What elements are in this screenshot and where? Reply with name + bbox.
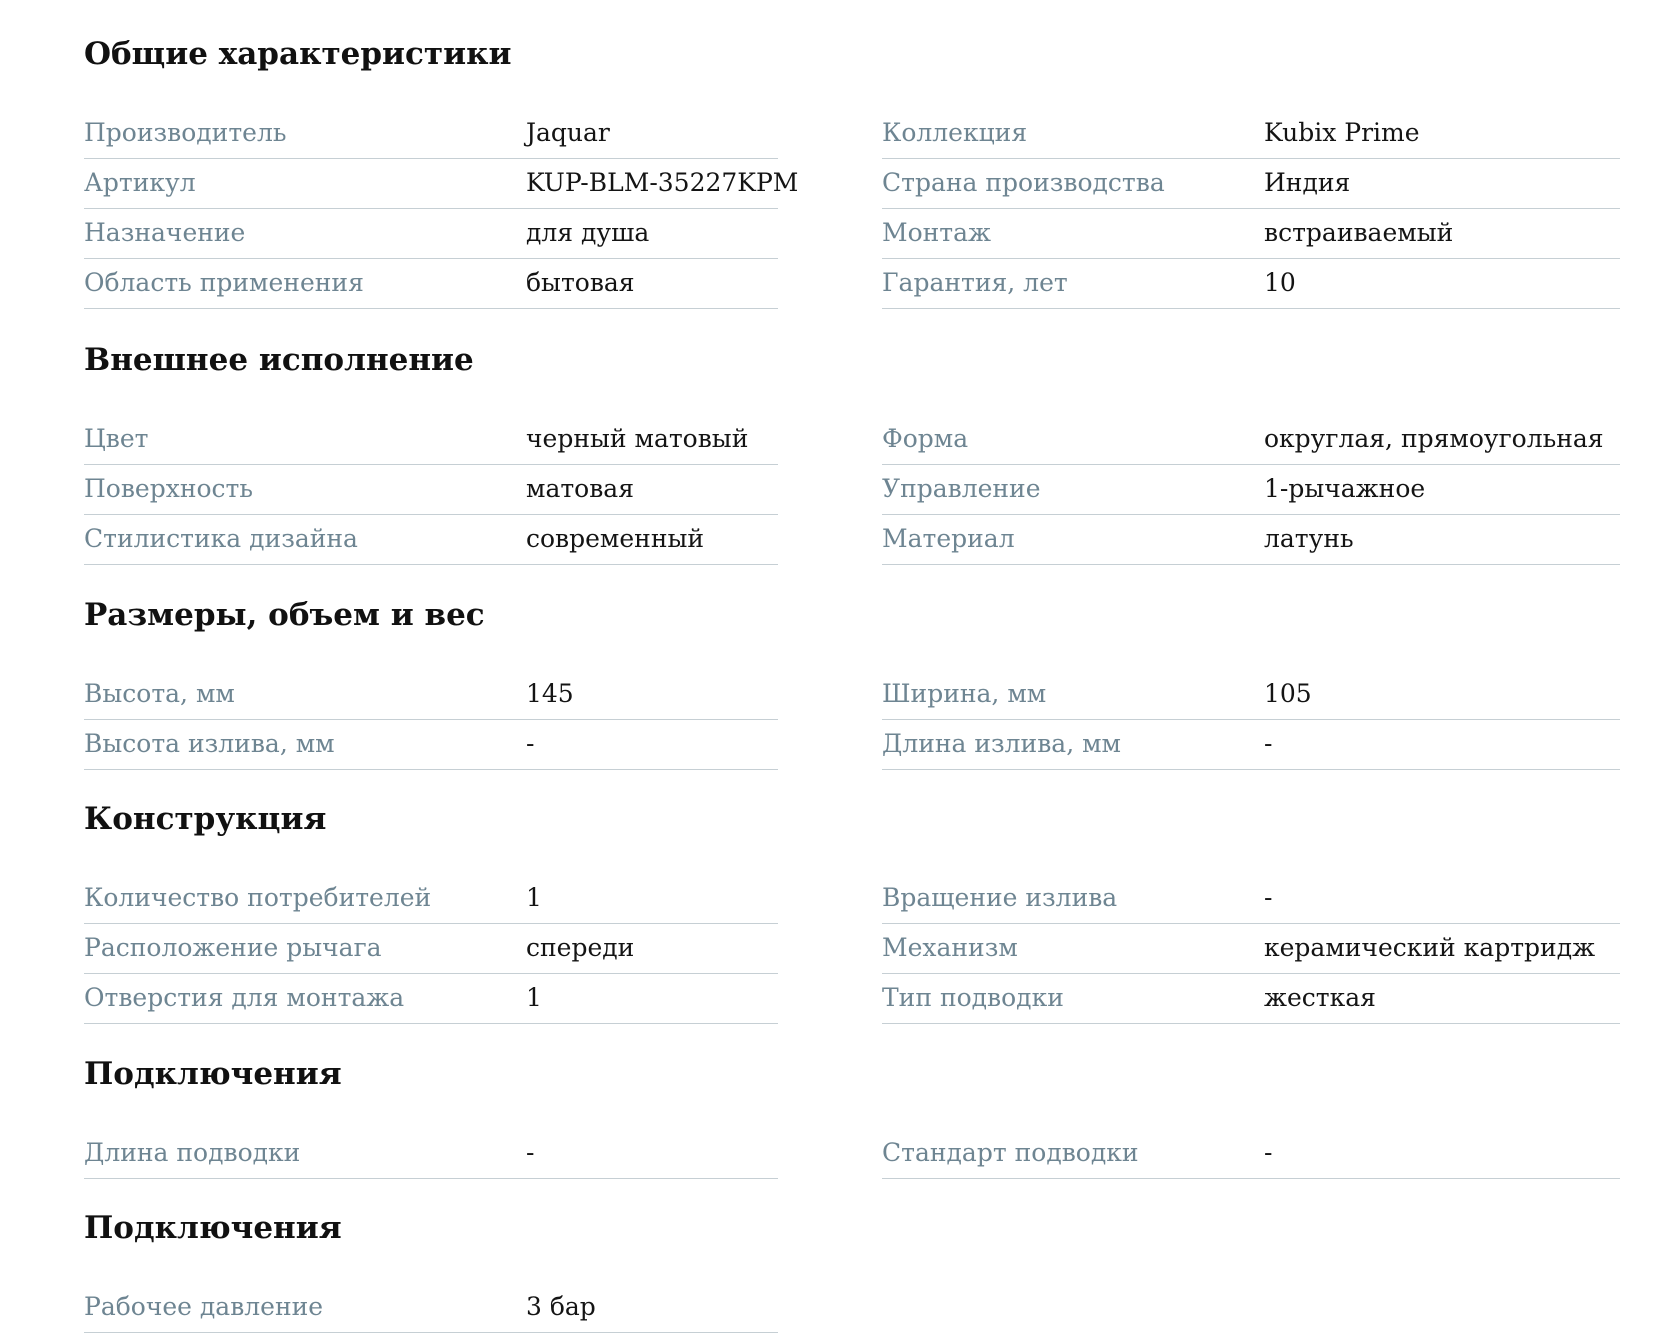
spec-value: бытовая [526, 268, 635, 297]
spec-value: современный [526, 524, 705, 553]
spec-row [882, 159, 1620, 209]
spec-row [882, 1129, 1620, 1179]
spec-label: Длина подводки [84, 1138, 301, 1167]
spec-label: Монтаж [882, 218, 992, 247]
spec-row [882, 974, 1620, 1024]
spec-value: 10 [1264, 268, 1296, 297]
spec-label: Тип подводки [882, 983, 1064, 1012]
spec-row [84, 109, 778, 159]
spec-label: Область применения [84, 268, 364, 297]
spec-label: Назначение [84, 218, 246, 247]
spec-value: Индия [1264, 168, 1351, 197]
spec-value: жесткая [1264, 983, 1376, 1012]
spec-row [84, 259, 778, 309]
spec-value: матовая [526, 474, 634, 503]
spec-value: 105 [1264, 679, 1312, 708]
spec-label: Цвет [84, 424, 149, 453]
section-title: Подключения [84, 1056, 342, 1092]
spec-row [882, 515, 1620, 565]
section-title: Размеры, объем и вес [84, 597, 485, 633]
spec-row [882, 109, 1620, 159]
spec-row [882, 209, 1620, 259]
spec-row [882, 874, 1620, 924]
spec-value: - [526, 1138, 535, 1167]
spec-label: Высота излива, мм [84, 729, 335, 758]
spec-value: 1 [526, 883, 542, 912]
spec-label: Артикул [84, 168, 196, 197]
spec-label: Стилистика дизайна [84, 524, 358, 553]
spec-row [84, 720, 778, 770]
spec-value: 1 [526, 983, 542, 1012]
spec-label: Форма [882, 424, 969, 453]
spec-label: Отверстия для монтажа [84, 983, 405, 1012]
spec-row [84, 465, 778, 515]
spec-row [882, 465, 1620, 515]
spec-value: округлая, прямоугольная [1264, 424, 1604, 453]
spec-value: KUP-BLM-35227KPM [526, 168, 799, 197]
spec-row [84, 874, 778, 924]
spec-value: - [1264, 729, 1273, 758]
spec-label: Расположение рычага [84, 933, 382, 962]
spec-label: Поверхность [84, 474, 253, 503]
section-title: Конструкция [84, 801, 327, 837]
spec-label: Производитель [84, 118, 287, 147]
spec-row [84, 670, 778, 720]
spec-row [882, 670, 1620, 720]
spec-value: Jaquar [526, 118, 610, 147]
spec-value: - [526, 729, 535, 758]
spec-label: Длина излива, мм [882, 729, 1121, 758]
spec-label: Гарантия, лет [882, 268, 1068, 297]
spec-label: Механизм [882, 933, 1018, 962]
spec-label: Количество потребителей [84, 883, 432, 912]
spec-label: Вращение излива [882, 883, 1118, 912]
spec-label: Высота, мм [84, 679, 235, 708]
section-title: Общие характеристики [84, 36, 512, 72]
spec-row [84, 515, 778, 565]
spec-value: керамический картридж [1264, 933, 1596, 962]
spec-value: 3 бар [526, 1292, 596, 1321]
spec-row [882, 415, 1620, 465]
spec-row [882, 924, 1620, 974]
spec-row [84, 1283, 778, 1333]
spec-value: - [1264, 883, 1273, 912]
spec-row [882, 259, 1620, 309]
spec-value: 1-рычажное [1264, 474, 1426, 503]
spec-value: 145 [526, 679, 574, 708]
section-title: Подключения [84, 1210, 342, 1246]
spec-row [84, 415, 778, 465]
spec-row [882, 720, 1620, 770]
spec-value: - [1264, 1138, 1273, 1167]
section-title: Внешнее исполнение [84, 342, 474, 378]
spec-label: Коллекция [882, 118, 1028, 147]
spec-label: Страна производства [882, 168, 1165, 197]
spec-label: Материал [882, 524, 1015, 553]
spec-value: черный матовый [526, 424, 749, 453]
spec-label: Управление [882, 474, 1041, 503]
spec-row [84, 1129, 778, 1179]
spec-label: Ширина, мм [882, 679, 1047, 708]
spec-value: встраиваемый [1264, 218, 1454, 247]
spec-row [84, 159, 799, 209]
spec-row [84, 974, 778, 1024]
spec-value: для душа [526, 218, 650, 247]
spec-label: Стандарт подводки [882, 1138, 1139, 1167]
spec-value: спереди [526, 933, 635, 962]
spec-value: Kubix Prime [1264, 118, 1420, 147]
spec-value: латунь [1264, 524, 1354, 553]
spec-row [84, 209, 778, 259]
spec-label: Рабочее давление [84, 1292, 324, 1321]
spec-row [84, 924, 778, 974]
